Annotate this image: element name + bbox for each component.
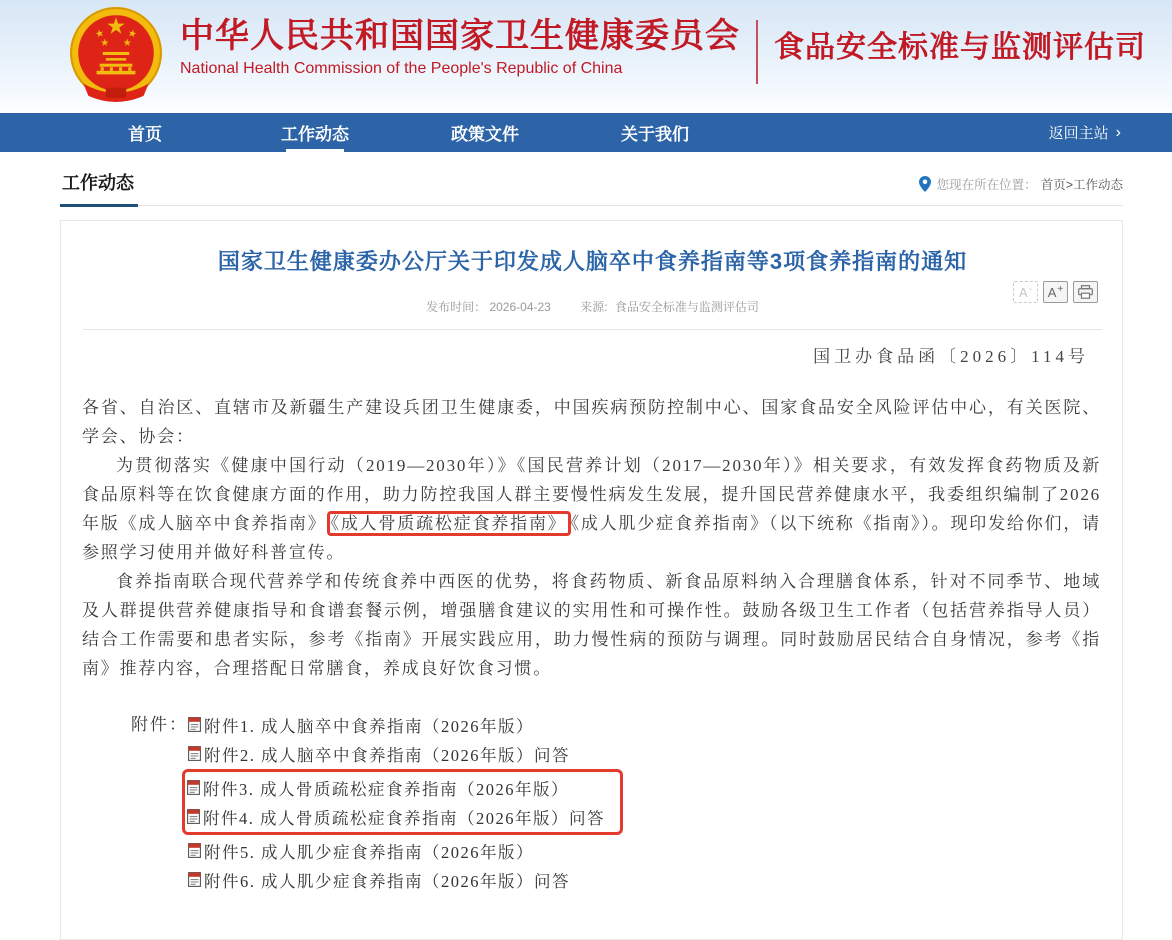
article-header (83, 221, 1102, 330)
main-nav (0, 113, 1172, 152)
red-annotation-box-inline: 《成人骨质疏松症食养指南》 (327, 511, 571, 536)
red-annotation-box-attachments (182, 769, 623, 835)
pdf-file-icon (188, 843, 201, 858)
paragraph-3: 食养指南联合现代营养学和传统食养中西医的优势，将食药物质、新食品原料纳入合理膳食体系，针对不同季节、地域及人群提供营养健康指导和食谱套餐示例，增强膳食建议的实用性和可操作性。鼓励各级卫生工作者（包括营养指导人员）结合工作需要和患者实际，参考《指南》开展实践应用，助力慢性病的预防与调理。同时鼓励居民结合自身情况，参考《指南》推荐内容，合理搭配日常膳食，养成良好饮食习惯。 (82, 572, 1101, 678)
paragraph-2-after: 《成人肌少症食养指南》（以下统称《指南》）。现印发给你们，请参照学习使用并做好科普宣传。 (82, 514, 1101, 562)
font-increase-sign: + (1057, 284, 1064, 295)
article-meta (83, 298, 1102, 315)
site-title-en: National Health Commission of the People's Republic of China (180, 60, 623, 77)
pdf-file-icon (187, 809, 200, 824)
attachment-label: 附件6. 成人肌少症食养指南（2026年版）问答 (204, 871, 570, 891)
nav-item-policy-documents[interactable] (400, 113, 570, 152)
font-decrease-label: A (1018, 284, 1028, 300)
attachment-link[interactable] (188, 865, 1101, 894)
article-tools (1013, 281, 1098, 303)
pdf-file-icon (187, 780, 200, 795)
pdf-file-icon (188, 746, 201, 761)
article-body (61, 342, 1122, 924)
breadcrumb-label: 您现在所在位置： (936, 178, 1037, 192)
attachment-link[interactable] (188, 836, 1101, 865)
attachment-label: 附件4. 成人骨质疏松症食养指南（2026年版）问答 (203, 808, 605, 828)
paragraph-2-before: 为贯彻落实《健康中国行动（2019—2030年）》《国民营养计划（2017—2030年）》相关要求，有效发挥食药物质及新食品原料等在饮食健康方面的作用，助力防控我国人群主要慢性病发生发展，提升国民营养健康水平，我委组织编制了2026年版《成人脑卒中食养指南》 (82, 456, 1101, 533)
breadcrumb-row (60, 152, 1123, 206)
site-title-cn: 中华人民共和国国家卫生健康委员会 (180, 17, 740, 55)
china-national-emblem-icon (64, 6, 168, 104)
breadcrumb-path[interactable]: 首页>工作动态 (1040, 178, 1123, 192)
nav-item-about-us[interactable] (570, 113, 740, 152)
article-container (60, 220, 1123, 940)
publish-time-value: 2026-04-23 (489, 300, 551, 314)
header-divider (756, 20, 758, 84)
article-title: 国家卫生健康委办公厅关于印发成人脑卒中食养指南等3项食养指南的通知 (217, 249, 968, 274)
back-to-main-site-label: 返回主站 (1048, 125, 1109, 142)
header-inner (0, 0, 1172, 104)
attachment-link[interactable] (187, 773, 605, 802)
font-decrease-button[interactable] (1013, 281, 1038, 303)
print-button[interactable] (1073, 281, 1098, 303)
chevron-right-icon: › (1115, 123, 1121, 141)
nav-item-label: 政策文件 (451, 125, 519, 144)
pdf-file-icon (188, 717, 201, 732)
back-to-main-site-link[interactable] (1049, 113, 1123, 152)
location-pin-icon (919, 176, 931, 192)
attachments-section (82, 710, 1101, 894)
pdf-file-icon (188, 872, 201, 887)
nav-items (60, 113, 740, 152)
attachments-list (188, 710, 1101, 894)
font-increase-button[interactable] (1043, 281, 1068, 303)
font-decrease-sign: - (1028, 284, 1032, 295)
source-value: 食品安全标准与监测评估司 (614, 300, 759, 314)
nav-inner (60, 113, 1123, 152)
section-title: 工作动态 (60, 169, 138, 207)
nav-item-label: 工作动态 (281, 125, 349, 144)
site-title-block (180, 6, 740, 78)
attachment-label: 附件5. 成人肌少症食养指南（2026年版） (204, 842, 534, 862)
document-number: 国卫办食品函〔2026〕114号 (813, 347, 1089, 366)
attachment-link[interactable] (188, 710, 1101, 739)
nav-item-home[interactable] (60, 113, 230, 152)
nav-item-label: 首页 (128, 125, 162, 144)
attachment-link[interactable] (188, 739, 1101, 768)
attachment-label: 附件1. 成人脑卒中食养指南（2026年版） (204, 716, 534, 736)
attachments-label: 附件： (131, 715, 188, 734)
font-increase-label: A (1047, 284, 1057, 300)
nav-item-work-updates[interactable] (230, 113, 400, 152)
breadcrumb (919, 175, 1123, 205)
attachment-label: 附件2. 成人脑卒中食养指南（2026年版）问答 (204, 745, 570, 765)
attachment-label: 附件3. 成人骨质疏松症食养指南（2026年版） (203, 779, 569, 799)
printer-icon (1078, 285, 1093, 299)
paragraph-salutation: 各省、自治区、直辖市及新疆生产建设兵团卫生健康委，中国疾病预防控制中心、国家食品安全风险评估中心，有关医院、学会、协会： (82, 398, 1101, 446)
source-label: 来源: (580, 300, 608, 314)
attachment-link[interactable] (187, 802, 605, 831)
department-name: 食品安全标准与监测评估司 (774, 31, 1146, 64)
nav-item-label: 关于我们 (621, 125, 689, 144)
publish-time-label: 发布时间： (426, 300, 487, 314)
site-header (0, 0, 1172, 110)
paragraph-2 (82, 451, 1101, 567)
